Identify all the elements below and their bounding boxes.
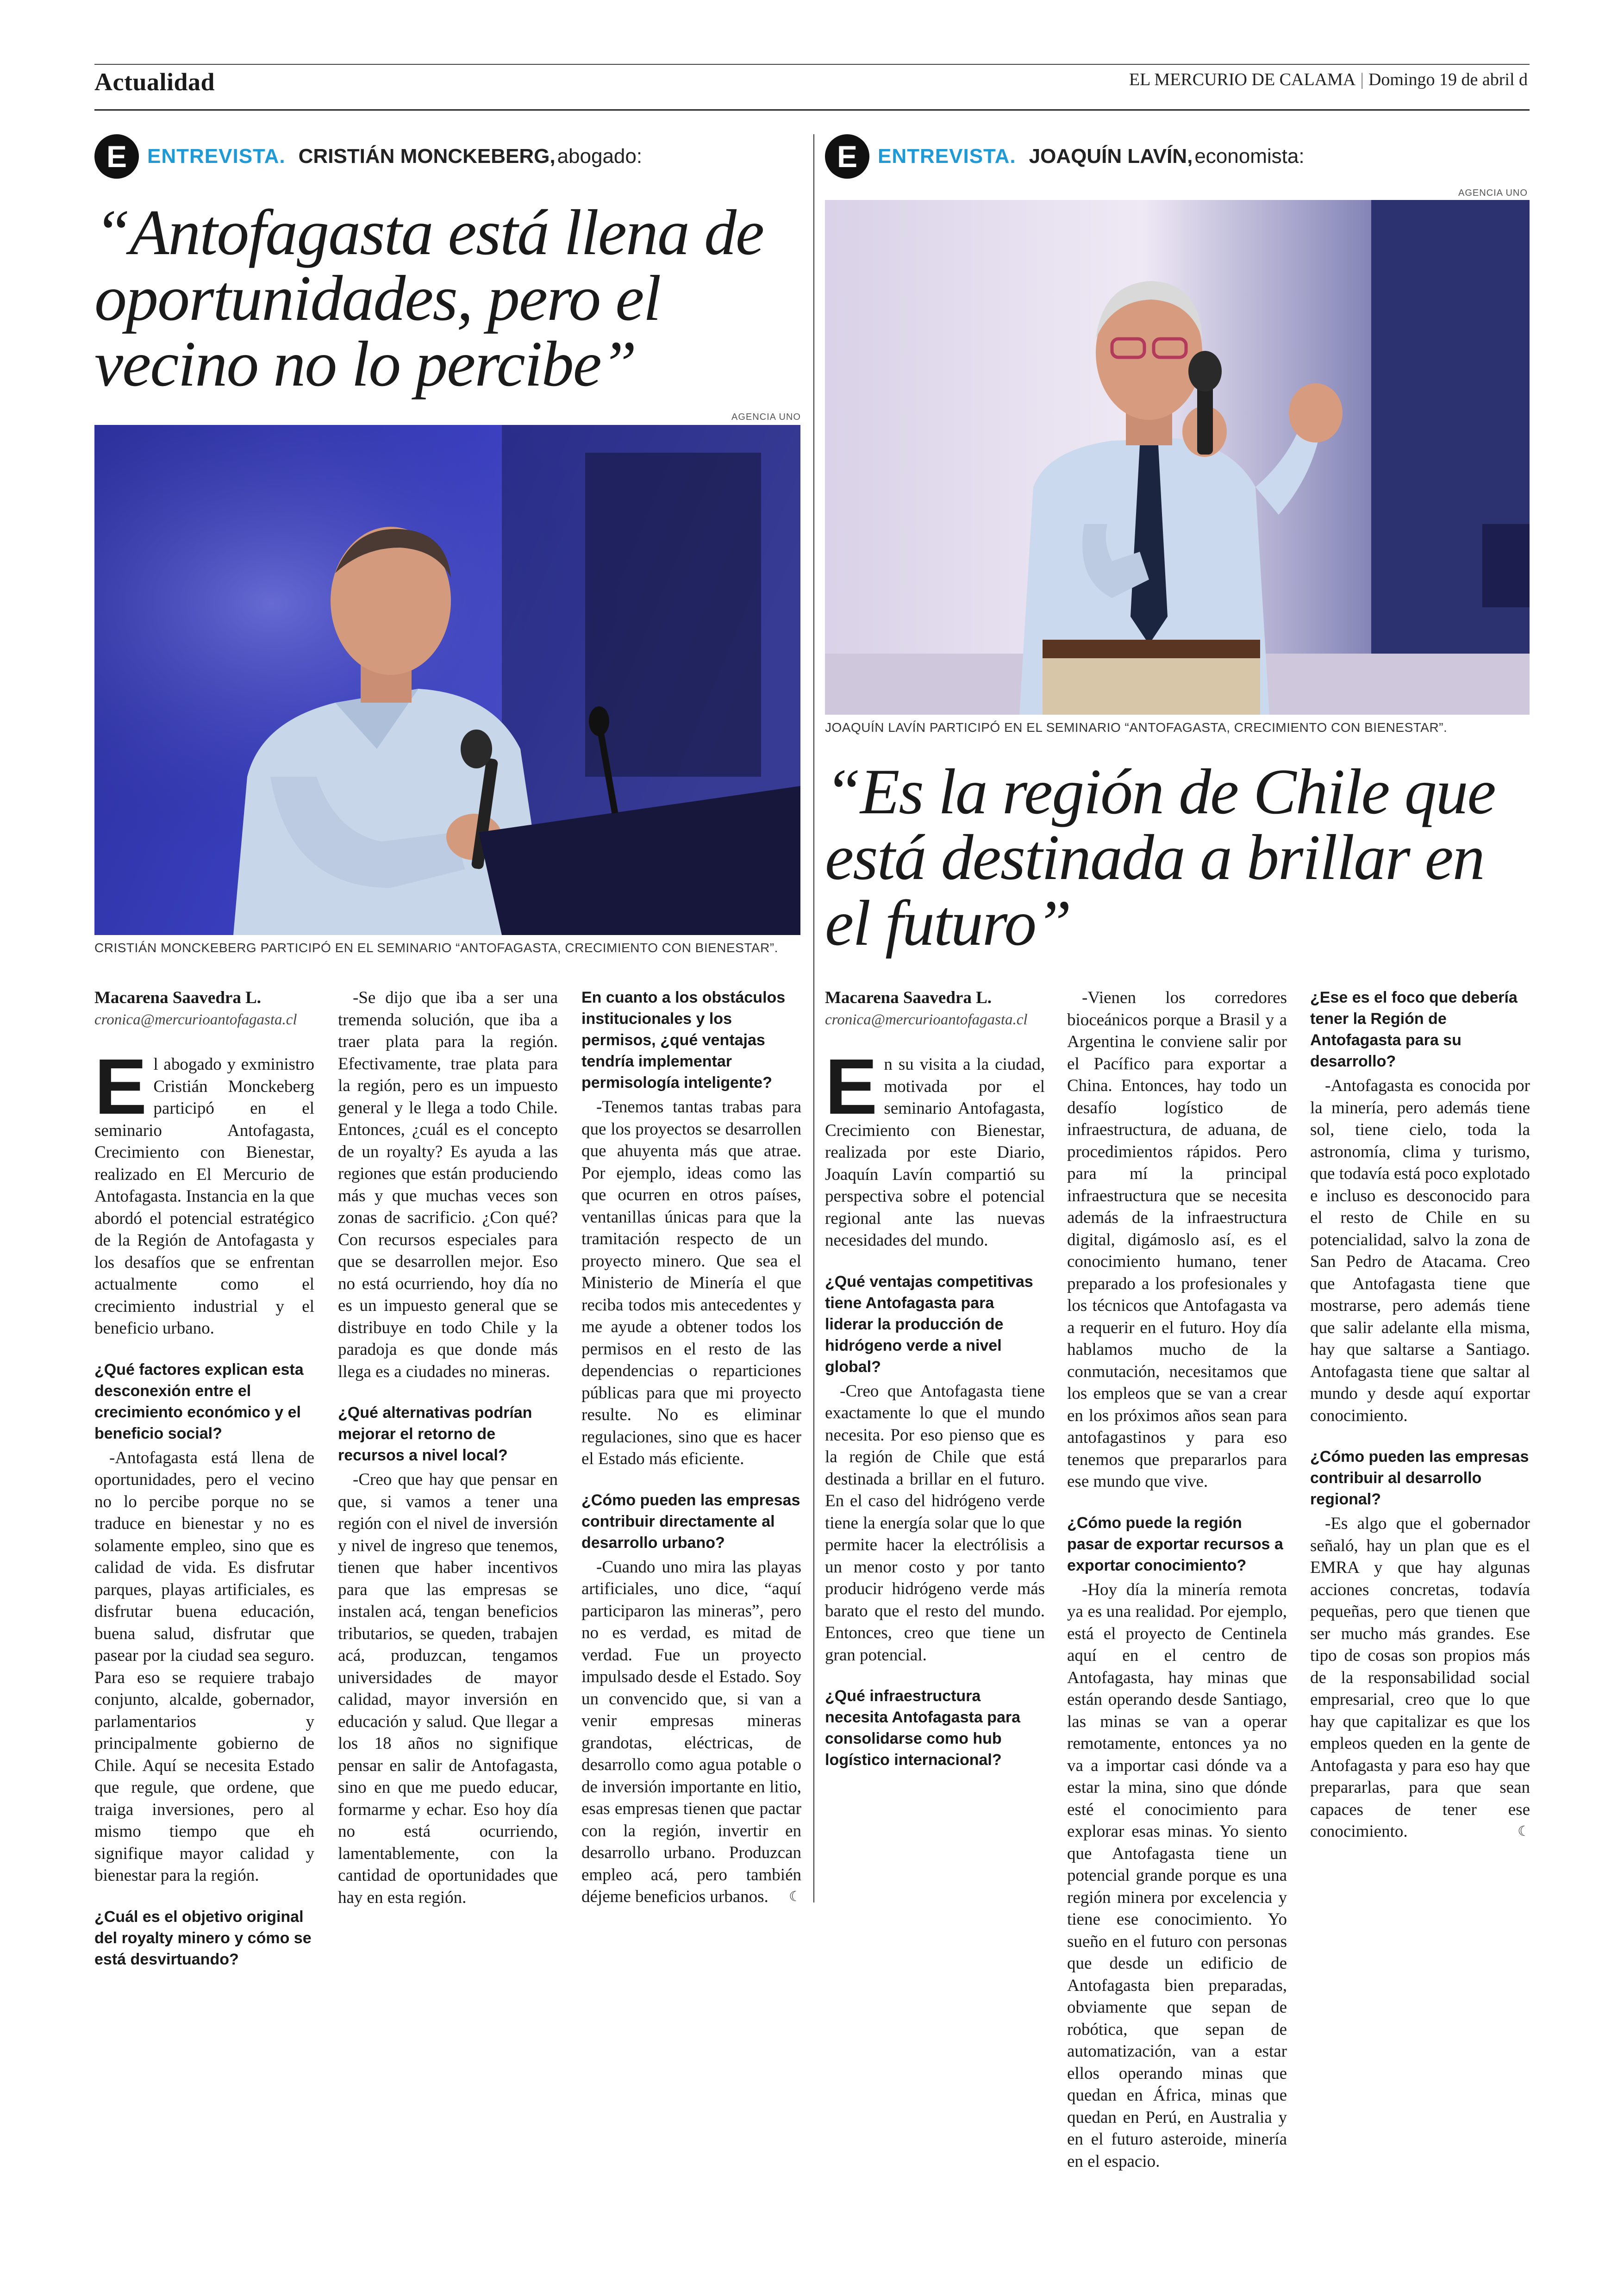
left-question-5: ¿Cómo pueden las empresas contribuir directamente al desarrollo urbano? (581, 1491, 800, 1552)
e-logo-icon: E (825, 134, 869, 179)
right-photo (825, 200, 1530, 715)
right-question-3: ¿Cómo puede la región pasar de exportar recursos a exportar conocimiento? (1067, 1514, 1283, 1574)
right-photo-caption: JOAQUÍN LAVÍN PARTICIPÓ EN EL SEMINARIO “ANTOFAGASTA, CRECIMIENTO CON BIENESTAR”. (825, 720, 1448, 735)
right-question-4: ¿Ese es el foco que debería tener la Región de Antofagasta para su desarrollo? (1310, 989, 1518, 1070)
left-question-1: ¿Qué factores explican esta desconexión entre el crecimiento económico y el beneficio social? (94, 1360, 304, 1442)
right-answer-3: -Hoy día la minería remota ya es una realidad. Por ejemplo, está el proyecto de Centinela aquí en el centro de Antofagasta, hay minas que están operando desde Santiago, las minas se van a operar remotamente, entonces ya no va a importar casi dónde va a estar la mina, sino que dónde esté el conocimiento para explorar esas minas. Yo siento que Antofagasta tiene un potencial grande porque es una región minera por excelencia y tiene ese conocimiento. Yo sueño en el futuro con personas que desde un edificio de Antofagasta bien preparadas, obviamente que sepan de robótica, que sepan de automatización, van a estar ellos operando minas que quedan en África, minas que quedan en Perú, en Australia y en el futuro asteroide, minería en el espacio. (1067, 1580, 1287, 2171)
left-answer-4: -Tenemos tantas trabas para que los proyectos se desarrollen que ahuyenta más que atrae. Por ejemplo, ideas como las que ocurren en otros países, ventanillas únicas para que la tramitación respecto de un proyecto minero. Que sea el Ministerio de Minería el que reciba todos mis antecedentes y me ayude a obtener todos los permisos en el resto de las dependencias o reparticiones públicas para que mi proyecto resulte. No es eliminar regulaciones, sino que es hacer el Estado más eficiente. (581, 1098, 801, 1468)
left-question-3: ¿Qué alternativas podrían mejorar el retorno de recursos a nivel local? (338, 1404, 532, 1464)
left-author: Macarena Saavedra L. (94, 988, 262, 1007)
right-kicker (825, 134, 1305, 179)
left-kicker (94, 134, 642, 179)
right-author-email: cronica@mercurioantofagasta.cl (825, 1011, 1028, 1028)
monckeberg-photo-illustration (94, 425, 800, 935)
right-answer-5: -Es algo que el gobernador señaló, hay un plan que es el EMRA y que hay algunas acciones concretas, todavía pequeñas, pero que tienen que ser mucho más grandes. Ese tipo de cosas son propios más de la responsabilidad social empresarial, creo que lo que hay que capitalizar es que los empleos queden en la gente de Antofagasta y para eso hay que prepararlas, para que sean capaces de tener ese conocimiento. ☾ (1310, 1513, 1530, 1843)
left-answer-1: -Antofagasta está llena de oportunidades, pero el vecino no lo percibe porque no se traduce en bienestar y no es solamente empleo, sino que es calidad de vida. Es disfrutar parques, playas artificiales, es disfrutar buena educación, buena salud, disfrutar que pasear por la ciudad sea seguro. Para eso se requiere trabajo conjunto, alcalde, gobernador, parlamentarios y principalmente gobierno de Chile. Aquí se necesita Estado que regule, que ordene, que traiga inversiones, pero al mismo tiempo que eh signifique mayor calidad y bienestar para la región. (94, 1448, 314, 1885)
left-answer-5: -Cuando uno mira las playas artificiales, uno dice, “aquí participaron las mineras”, pero no es verdad, es mitad de verdad. Fue un proyecto impulsado desde el Estado. Soy un convencido que, si van a venir empresas mineras grandotas, eléctricas, de desarrollo como agua potable o de inversión importante en litio, esas empresas tienen que pactar con la región, invertir en desarrollo urbano. Produzcan empleo acá, pero también déjeme beneficios urbanos. ☾ (581, 1556, 801, 1908)
right-role: economista: (1194, 145, 1305, 168)
right-column-2 (1067, 987, 1287, 2172)
right-intro: En su visita a la ciudad, motivada por el seminario Antofagasta, Crecimiento con Bienestar, realizada por este Diario, Joaquín Lavín compartió su perspectiva sobre el potencial regional ante las nuevas necesidades del mundo. (825, 1043, 1045, 1250)
left-question-4: En cuanto a los obstáculos institucionales y los permisos, ¿qué ventajas tendría implementar permisología inteligente? (581, 989, 786, 1091)
newspaper-name: EL MERCURIO DE CALAMA (1129, 70, 1356, 89)
right-question-1: ¿Qué ventajas competitivas tiene Antofagasta para liderar la producción de hidrógeno verde a nivel global? (825, 1272, 1033, 1376)
right-answer-4: -Antofagasta es conocida por la minería, pero además tiene sol, tiene cielo, toda la astronomía, clima y turismo, que todavía está poco explotado e incluso es desconocido para el resto de Chile en su potencialidad, salvo la zona de San Pedro de Atacama. Creo que Antofagasta tiene que mostrarse, pero además tiene que salir adelante ella misma, hay que saltarse a Santiago. Antofagasta tiene que saltar al mundo y desde aquí exportar conocimiento. (1310, 1076, 1530, 1425)
e-logo-icon: E (94, 134, 139, 179)
right-answer-2: -Vienen los corredores bioceánicos porque a Brasil y a Argentina le conviene salir por el Pacífico para exportar a China. Entonces, hay todo un desafío logístico de infraestructura, de aduana, de procedimientos rápidos. Pero para mí la principal infraestructura que se necesita además de la infraestructura digital, digámoslo así, es el conocimiento humano, tener preparado a los profesionales y los técnicos que Antofagasta va a requerir en el futuro. Hoy día hablamos mucho de la conmutación, necesitamos que los empleos que se van a crear en los próximos años sean para antofagastinos y para eso tenemos que prepararlos para ese mundo que vive. (1067, 988, 1287, 1491)
right-author: Macarena Saavedra L. (825, 988, 992, 1007)
left-interviewee: CRISTIÁN MONCKEBERG, (298, 145, 556, 168)
left-column-3 (581, 987, 801, 1908)
right-kicker-tag: ENTREVISTA. (878, 145, 1016, 168)
lavin-photo-illustration (825, 200, 1530, 715)
left-role: abogado: (557, 145, 643, 168)
issue-date: Domingo 19 de abril d (1368, 70, 1528, 89)
left-dropcap: E (94, 1043, 147, 1131)
right-dropcap: E (825, 1043, 878, 1131)
left-intro: El abogado y exministro Cristián Monckeberg participó en el seminario Antofagasta, Crecimiento con Bienestar, realizado en El Mercurio de Antofagasta. Instancia en la que abordó el potencial estratégico de la Región de Antofagasta y los desafíos que se enfrentan actualmente como el crecimiento industrial y el beneficio urbano. (94, 1043, 314, 1338)
left-author-email: cronica@mercurioantofagasta.cl (94, 1011, 297, 1028)
left-photo-credit: AGENCIA UNO (731, 412, 801, 422)
newspaper-dateline: EL MERCURIO DE CALAMA | Domingo 19 de abril d (1129, 70, 1528, 89)
right-answer-1: -Creo que Antofagasta tiene exactamente lo que el mundo necesita. Por eso pienso que es la región de Chile que está destinada a brillar en el futuro. En el caso del hidrógeno verde tiene la energía solar que lo que permite hacer la electrólisis a un menor costo y por tanto producir hidrógeno verde más barato que el resto del mundo. Entonces, creo que tiene un gran potencial. (825, 1381, 1045, 1665)
section-label: Actualidad (94, 68, 215, 96)
left-kicker-tag: ENTREVISTA. (147, 145, 286, 168)
left-answer-3: -Creo que hay que pensar en que, si vamos a tener una región con el nivel de inversión y nivel de ingreso que tenemos, tienen que haber incentivos para que las empresas se instalen acá, tengan beneficios tributarios, se queden, trabajen acá, produzcan, tengamos universidades de mayor calidad, mayor inversión en educación y salud. Que llegar a los 18 años no signifique pensar en salir de Antofagasta, sino en que me puedo educar, formarme y echar. Eso hoy día no está ocurriendo, lamentablemente, con la cantidad de oportunidades que hay en esta región. (338, 1470, 558, 1907)
left-answer-2: -Se dijo que iba a ser una tremenda solución, que iba a traer plata para la región. Efectivamente, trae plata para la región, pero es un impuesto general y le llega a todo Chile. Entonces, ¿cuál es el concepto de un royalty? Es ayuda a las regiones que están produciendo más y que muchas veces son zonas de sacrificio. ¿Con qué? Con recursos especiales para que se desarrollen mejor. Eso no está ocurriendo, hoy día no es un impuesto general que se distribuye en todo Chile y la paradoja es que donde más llega es a ciudades no mineras. (338, 988, 558, 1381)
header-bottom-rule (94, 109, 1530, 111)
left-column-2 (338, 987, 558, 1908)
left-headline: “Antofagasta está llena de oportunidades, pero el vecino no lo percibe” (94, 197, 764, 400)
header-top-rule (94, 64, 1530, 65)
right-question-5: ¿Cómo pueden las empresas contribuir al desarrollo regional? (1310, 1448, 1529, 1508)
right-photo-credit: AGENCIA UNO (1458, 188, 1528, 198)
left-column-1 (94, 987, 314, 1973)
right-column-3 (1310, 987, 1530, 1843)
right-question-2: ¿Qué infraestructura necesita Antofagasta para consolidarse como hub logístico internacional? (825, 1687, 1020, 1769)
end-mark-icon: ☾ (1518, 1823, 1530, 1840)
right-column-1 (825, 987, 1045, 1773)
right-headline: “Es la región de Chile que está destinada a brillar en el futuro” (825, 756, 1495, 959)
left-photo-caption: CRISTIÁN MONCKEBERG PARTICIPÓ EN EL SEMINARIO “ANTOFAGASTA, CRECIMIENTO CON BIENESTAR”. (94, 941, 778, 955)
left-photo (94, 425, 800, 935)
right-interviewee: JOAQUÍN LAVÍN, (1029, 145, 1193, 168)
article-divider (813, 134, 814, 1902)
end-mark-icon: ☾ (789, 1889, 801, 1905)
left-question-2: ¿Cuál es el objetivo original del royalty minero y cómo se está desvirtuando? (94, 1908, 312, 1968)
